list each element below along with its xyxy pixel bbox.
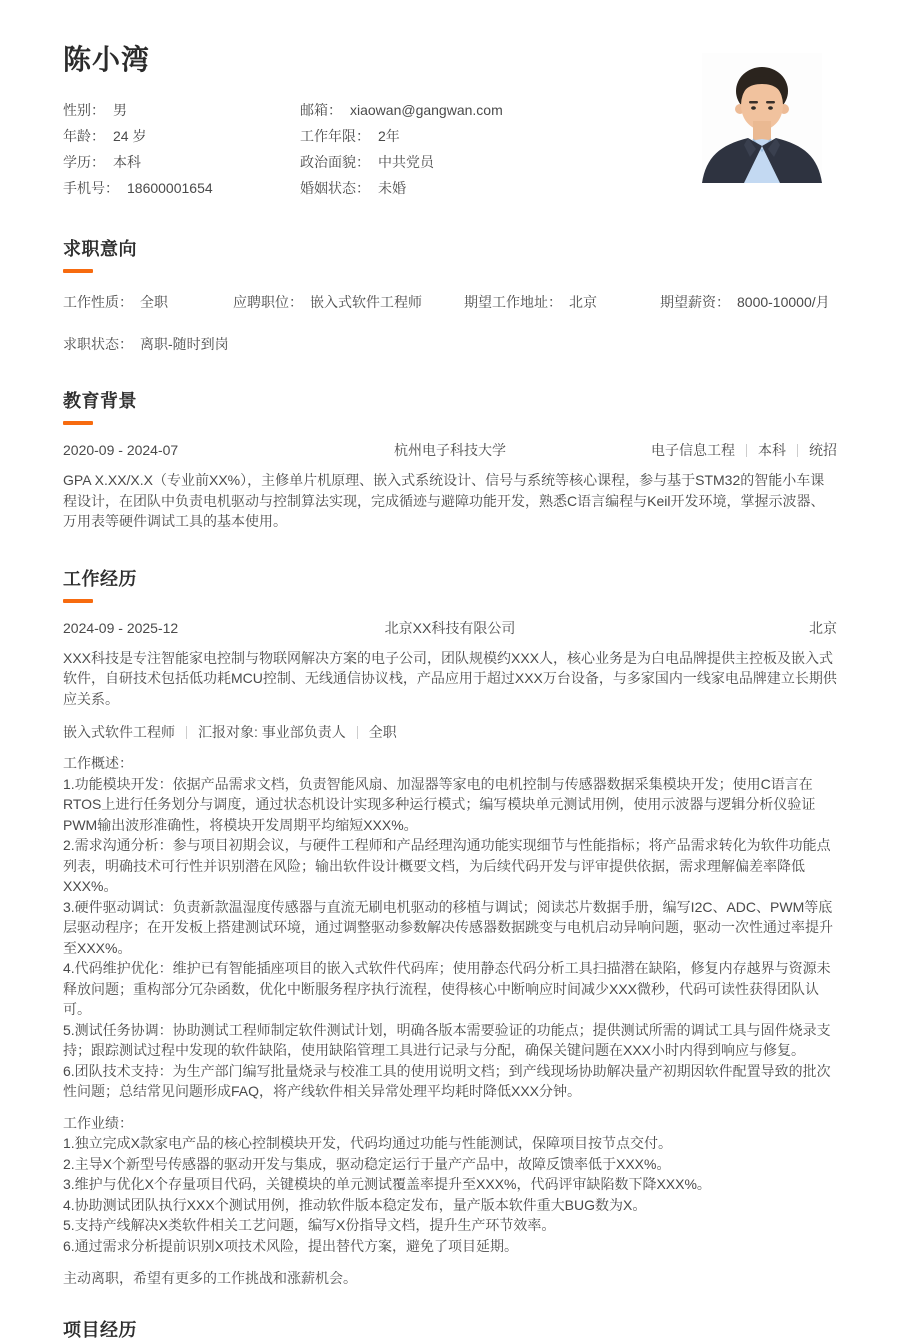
info-value: 18600001654 bbox=[127, 180, 213, 197]
profile-photo bbox=[702, 53, 822, 183]
field-label: 期望工作地址： bbox=[464, 294, 562, 311]
info-label: 工作年限： bbox=[300, 128, 370, 145]
education-degree: 本科 bbox=[758, 442, 786, 459]
work-report-to: 汇报对象: 事业部负责人 bbox=[198, 724, 346, 741]
work-achievement-item: 6.通过需求分析提前识别X项技术风险，提出替代方案，避免了项目延期。 bbox=[63, 1237, 519, 1254]
section-job-intention bbox=[63, 235, 837, 354]
work-achievement-item: 5.支持产线解决X类软件相关工艺问题，编写X份指导文档，提升生产环节效率。 bbox=[63, 1217, 556, 1234]
info-value: 2年 bbox=[378, 128, 400, 145]
education-period: 2020-09 - 2024-07 bbox=[63, 442, 179, 459]
work-company: 北京XX科技有限公司 bbox=[384, 619, 516, 636]
info-value: xiaowan@gangwan.com bbox=[350, 102, 503, 119]
field-value: 8000-10000/月 bbox=[737, 294, 830, 311]
info-row-gender bbox=[63, 97, 300, 123]
field-value: 嵌入式软件工程师 bbox=[310, 294, 422, 311]
work-overview-item: 1.功能模块开发：依据产品需求文档，负责智能风扇、加湿器等家电的电机控制与传感器数据采集模块开发；使用C语言在RTOS上进行任务划分与调度，通过状态机设计实现多种运行模式；编写模块单元测试用例，使用示波器与逻辑分析仪验证PWM输出波形准确性，将模块开发周期平均缩短XXX%。 bbox=[63, 775, 816, 833]
info-value: 24 岁 bbox=[113, 128, 147, 145]
field-label: 工作性质： bbox=[63, 294, 133, 311]
work-period: 2024-09 - 2025-12 bbox=[63, 619, 179, 636]
section-education bbox=[63, 387, 837, 532]
work-achievement-item: 4.协助测试团队执行XXX个测试用例，推动软件版本稳定发布，量产版本软件重大BUG数为X。 bbox=[63, 1196, 647, 1213]
info-label: 性别： bbox=[63, 102, 105, 119]
divider bbox=[186, 726, 187, 739]
section-projects bbox=[63, 1316, 837, 1342]
candidate-name: 陈小湾 bbox=[63, 44, 151, 75]
education-description: GPA X.XX/X.X（专业前XX%），主修单片机原理、嵌入式系统设计、信号与系统等核心课程，参与基于STM32的智能小车课程设计，在团队中负责电机驱动与控制算法实现，完成循迹与避障功能开发，熟悉C语言编程与Keil开发环境，掌握示波器、万用表等硬件调试工具的基本使用。 bbox=[63, 472, 825, 530]
field-label: 期望薪资： bbox=[660, 294, 730, 311]
work-overview-item: 4.代码维护优化：维护已有智能插座项目的嵌入式软件代码库；使用静态代码分析工具扫描潜在缺陷，修复内存越界与资源未释放问题；重构部分冗杂函数，优化中断服务程序执行流程，使得核心中断响应时间减少XXX微秒，代码可读性获得团队认可。 bbox=[63, 960, 831, 1018]
field-applied-position bbox=[233, 292, 464, 312]
leaving-reason: 主动离职，希望有更多的工作挑战和涨薪机会。 bbox=[63, 1270, 357, 1287]
accent-bar bbox=[63, 599, 93, 603]
work-employment-type: 全职 bbox=[368, 724, 397, 741]
info-value: 男 bbox=[113, 102, 127, 119]
divider bbox=[797, 444, 798, 457]
accent-bar bbox=[63, 421, 93, 425]
section-title-work: 工作经历 bbox=[63, 568, 137, 589]
info-label: 年龄： bbox=[63, 128, 105, 145]
section-title-projects: 项目经历 bbox=[63, 1319, 137, 1340]
info-row-age bbox=[63, 123, 300, 149]
work-overview-item: 3.硬件驱动调试：负责新款温湿度传感器与直流无刷电机驱动的移植与调试；阅读芯片数据手册，编写I2C、ADC、PWM等底层驱动程序；在开发板上搭建测试环境，通过调整驱动参数解决传感器数据跳变与电机启动异响问题，驱动一次性通过率提升至XXX%。 bbox=[63, 898, 833, 956]
info-row-education bbox=[63, 149, 300, 175]
info-value: 中共党员 bbox=[378, 154, 434, 171]
personal-info-left-column bbox=[63, 97, 300, 201]
work-overview-item: 6.团队技术支持：为生产部门编写批量烧录与校准工具的使用说明文档；到产线现场协助解决量产初期因软件配置导致的批次性问题；总结常见问题形成FAQ，将产线软件相关异常处理平均耗时降低XXX分钟。 bbox=[63, 1062, 831, 1100]
work-achievements-block bbox=[63, 1113, 837, 1257]
field-expected-location bbox=[464, 292, 660, 312]
info-row-phone bbox=[63, 175, 300, 201]
field-value: 全职 bbox=[140, 294, 168, 311]
education-major: 电子信息工程 bbox=[651, 442, 735, 459]
field-label: 求职状态： bbox=[63, 336, 133, 353]
field-job-nature bbox=[63, 292, 233, 312]
work-achievement-item: 3.维护与优化X个存量项目代码，关键模块的单元测试覆盖率提升至XXX%，代码评审缺陷数下降XXX%。 bbox=[63, 1176, 711, 1193]
section-work-experience bbox=[63, 565, 837, 1289]
accent-bar bbox=[63, 269, 93, 273]
education-enrollment: 统招 bbox=[809, 442, 837, 459]
work-overview-item: 2.需求沟通分析：参与项目初期会议，与硬件工程师和产品经理沟通功能实现细节与性能指标；将产品需求转化为软件功能点列表，明确技术可行性并识别潜在风险；输出软件设计概要文档，为后续代码开发与评审提供依据，需求理解偏差率降低XXX%。 bbox=[63, 837, 831, 895]
field-job-status bbox=[63, 336, 229, 352]
divider bbox=[357, 726, 358, 739]
education-school: 杭州电子科技大学 bbox=[394, 442, 506, 459]
section-title-job-intention: 求职意向 bbox=[63, 239, 137, 260]
info-label: 婚姻状态： bbox=[300, 180, 370, 197]
info-value: 未婚 bbox=[378, 180, 406, 197]
work-location: 北京 bbox=[809, 619, 837, 636]
work-achievement-item: 1.独立完成X款家电产品的核心控制模块开发，代码均通过功能与性能测试，保障项目按节点交付。 bbox=[63, 1135, 673, 1152]
work-overview-title: 工作概述： bbox=[63, 755, 133, 772]
work-position: 嵌入式软件工程师 bbox=[63, 724, 175, 741]
education-entry-row bbox=[63, 440, 837, 460]
job-intention-row-2 bbox=[63, 334, 837, 354]
work-entry-row bbox=[63, 618, 837, 638]
info-value: 本科 bbox=[113, 154, 141, 171]
work-title-line bbox=[63, 722, 837, 742]
field-value: 北京 bbox=[569, 294, 597, 311]
section-title-education: 教育背景 bbox=[63, 391, 137, 412]
avatar-illustration bbox=[702, 53, 822, 183]
field-expected-salary bbox=[660, 292, 837, 312]
work-achievements-title: 工作业绩： bbox=[63, 1114, 133, 1131]
field-label: 应聘职位： bbox=[233, 294, 303, 311]
work-overview-block bbox=[63, 753, 837, 1102]
info-label: 学历： bbox=[63, 154, 105, 171]
work-overview-item: 5.测试任务协调：协助测试工程师制定软件测试计划，明确各版本需要验证的功能点；提供测试所需的调试工具与固件烧录支持；跟踪测试过程中发现的软件缺陷，使用缺陷管理工具进行记录与分配，确保关键问题在XXX小时内得到响应与修复。 bbox=[63, 1021, 831, 1059]
info-label: 邮箱： bbox=[300, 102, 342, 119]
info-label: 政治面貌： bbox=[300, 154, 370, 171]
job-intention-row-1 bbox=[63, 292, 837, 312]
field-value: 离职-随时到岗 bbox=[140, 336, 229, 353]
divider bbox=[746, 444, 747, 457]
company-intro: XXX科技是专注智能家电控制与物联网解决方案的电子公司，团队规模约XXX人，核心业务是为白电品牌提供主控板及嵌入式软件，自研技术包括低功耗MCU控制、无线通信协议栈，产品应用于超过XXX万台设备，与多家国内一线家电品牌建立长期供应关系。 bbox=[63, 649, 837, 707]
info-label: 手机号： bbox=[63, 180, 119, 197]
education-detail bbox=[506, 440, 837, 460]
work-achievement-item: 2.主导X个新型号传感器的驱动开发与集成，驱动稳定运行于量产产品中，故障反馈率低于XXX%。 bbox=[63, 1155, 671, 1172]
